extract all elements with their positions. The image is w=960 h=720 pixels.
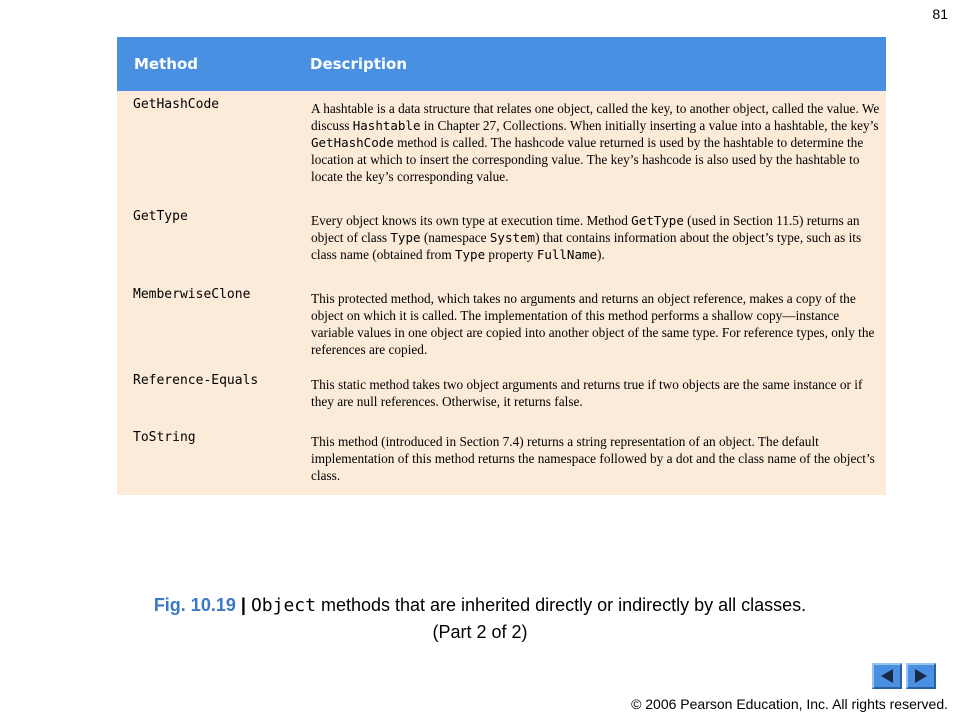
method-name: Reference-Equals <box>133 373 259 388</box>
method-name: MemberwiseClone <box>133 287 251 302</box>
method-description: Every object knows its own type at execution time. Method GetType (used in Section 11.5) returns an object of class Type (namespace System) that contains information about the object’s type, such as its class name (obtained from Type property FullName). <box>311 213 862 262</box>
copyright-notice: © 2006 Pearson Education, Inc. All rights reserved. <box>631 696 948 712</box>
caption-part: (Part 2 of 2) <box>432 622 528 642</box>
method-description: This method (introduced in Section 7.4) returns a string representation of an object. The default implementation of this method returns the namespace followed by a dot and the class name of the object’s class. <box>311 434 875 483</box>
methods-table <box>117 37 886 495</box>
method-name: ToString <box>133 430 196 445</box>
table-header <box>117 37 886 91</box>
caption-separator: | <box>240 595 246 615</box>
method-name: GetType <box>133 209 188 224</box>
caption-code: Object <box>250 595 316 616</box>
figure-label: Fig. 10.19 <box>153 595 236 615</box>
method-name: GetHashCode <box>133 97 220 112</box>
page-number: 81 <box>932 6 948 22</box>
method-description: A hashtable is a data structure that relates one object, called the key, to another object, called the value. We discuss Hashtable in Chapter 27, Collections. When initially inserting a value into a hashtable, the key’s GetHashCode method is called. The hashcode value returned is used by the hashtable to determine the location at which to insert the corresponding value. The key’s hashcode is also used by the hashtable to locate the key’s corresponding value. <box>311 101 880 184</box>
previous-slide-button[interactable] <box>872 663 902 689</box>
left-triangle-icon <box>878 668 896 684</box>
figure-caption <box>0 592 960 645</box>
header-method: Method <box>134 55 198 73</box>
method-description: This static method takes two object arguments and returns true if two objects are the same instance or if they are null references. Otherwise, it returns false. <box>311 377 863 409</box>
caption-text: methods that are inherited directly or indirectly by all classes. <box>315 595 807 615</box>
method-description: This protected method, which takes no arguments and returns an object reference, makes a copy of the object on which it is called. The implementation of this method performs a shallow copy—instance variable values in one object are copied into another object of the same type. For reference types, only the references are copied. <box>311 291 875 357</box>
slide-navigation <box>872 663 936 689</box>
header-description: Description <box>310 55 408 73</box>
right-triangle-icon <box>912 668 930 684</box>
next-slide-button[interactable] <box>906 663 936 689</box>
